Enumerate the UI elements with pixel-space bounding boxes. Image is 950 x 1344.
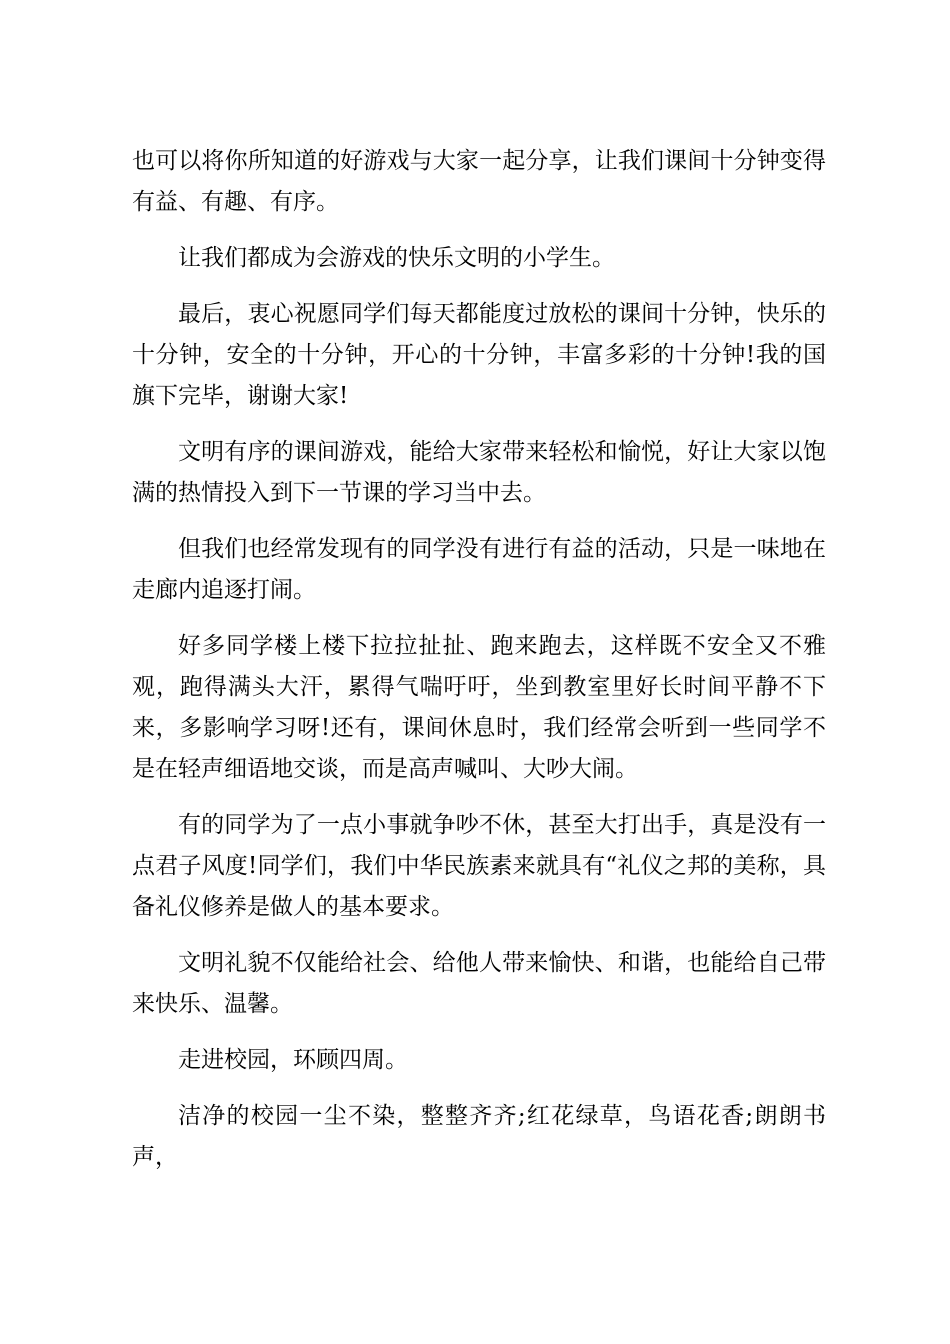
paragraph: 但我们也经常发现有的同学没有进行有益的活动，只是一味地在走廊内追逐打闹。 <box>132 536 826 603</box>
paragraph: 有的同学为了一点小事就争吵不休，甚至大打出手，真是没有一点君子风度!同学们，我们中华民族素来就具有“礼仪之邦的美称，具备礼仪修养是做人的基本要求。 <box>132 812 826 920</box>
paragraph: 文明礼貌不仅能给社会、给他人带来愉快、和谐，也能给自己带来快乐、温馨。 <box>132 950 826 1017</box>
paragraph: 让我们都成为会游戏的快乐文明的小学生。 <box>178 245 615 271</box>
paragraph-continuation: 也可以将你所知道的好游戏与大家一起分享，让我们课间十分钟变得有益、有趣、有序。 <box>132 148 826 215</box>
paragraph: 洁净的校园一尘不染，整整齐齐;红花绿草，鸟语花香;朗朗书声， <box>132 1103 826 1170</box>
paragraph: 走进校园，环顾四周。 <box>178 1047 408 1073</box>
paragraph: 最后，衷心祝愿同学们每天都能度过放松的课间十分钟，快乐的十分钟，安全的十分钟，开心的十分钟，丰富多彩的十分钟!我的国旗下完毕，谢谢大家! <box>132 301 826 409</box>
paragraph: 文明有序的课间游戏，能给大家带来轻松和愉悦，好让大家以饱满的热情投入到下一节课的学习当中去。 <box>132 439 826 506</box>
document-body <box>132 141 826 1193</box>
paragraph: 好多同学楼上楼下拉拉扯扯、跑来跑去，这样既不安全又不雅观，跑得满头大汗，累得气喘吁吁，坐到教室里好长时间平静不下来，多影响学习呀!还有，课间休息时，我们经常会听到一些同学不是在轻声细语地交谈，而是高声喊叫、大吵大闹。 <box>132 633 826 782</box>
